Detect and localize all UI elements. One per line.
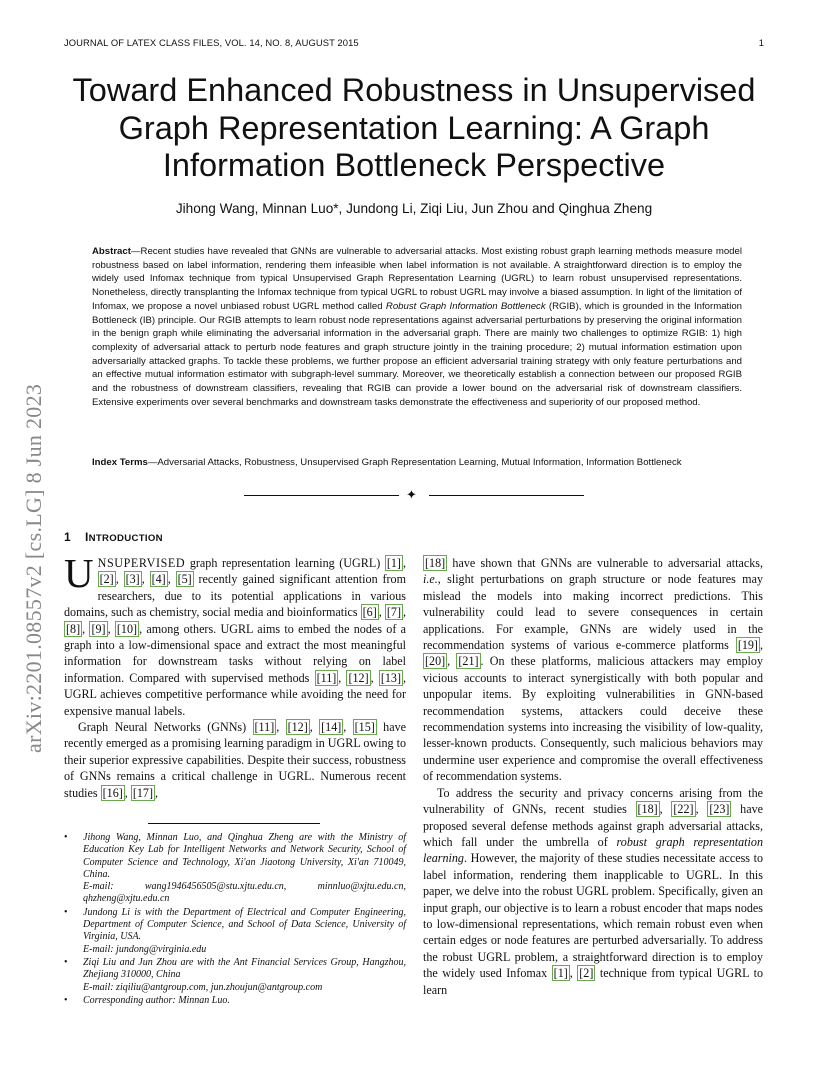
section-separator [244,488,584,502]
arxiv-watermark: arXiv:2201.08557v2 [cs.LG] 8 Jun 2023 [21,383,46,753]
separator-line-left [244,495,399,496]
citation-link[interactable]: [23] [709,802,730,817]
citation-link[interactable]: [1] [386,556,401,570]
bullet-icon: • [64,832,68,843]
section-heading [64,530,163,544]
citation-link[interactable]: [14] [321,720,342,735]
citation-link[interactable]: [8] [66,621,81,636]
citation-link[interactable]: [1] [553,966,568,981]
section-title-rest: NTRODUCTION [88,533,163,544]
footnote-text: Corresponding author: Minnan Luo. [83,994,230,1006]
abstract-text-1: —Recent studies have revealed that GNNs are vulnerable to adversarial attacks. Most existing robust graph learning methods measure model robustness based on label information, rendering them infeasible when label information is not available. A straightforward direction is to employ the widely used Infomax technique from typical Unsupervised Graph Representation Learning (UGRL) to learn robust unsupervised representations. Nonetheless, directly transplanting the Infomax technique from typical UGRL to robust UGRL may involve a biased assumption. In light of the limitation of Infomax, we propose a novel unbiased robust UGRL method called [92,246,742,312]
abstract-text-2: (RGIB), which is grounded in the Information Bottleneck (IB) principle. Our RGIB attempts to learn robust node representations against adversarial perturbations by preserving the original information in the benign graph while eliminating the adversarial information in the adversarial graph. There are mainly two challenges to optimize RGIB: 1) high complexity of adversarial attack to perturb node features and graph structure jointly in the training procedure; 2) mutual information estimation upon adversarially attacked graphs. To tackle these problems, we further propose an efficient adversarial training strategy with only feature perturbations and an effective mutual information estimator with subgraph-level summary. Moreover, we theoretically establish a connection between our proposed RGIB and the robustness of downstream classifiers, revealing that RGIB can provide a lower bound on the adversarial risk of downstream classifiers. Extensive experiments over several benchmarks and downstream tasks demonstrate the effectiveness and superiority of our proposed method. [92,300,742,408]
separator-line-right [429,495,584,496]
paper-title: Toward Enhanced Robustness in Unsupervised Graph Representation Learning: A Graph Information Bottleneck Perspective [72,72,756,183]
drop-cap: U [64,550,94,596]
paragraph-text: , UGRL achieves competitive performance while avoiding the need for expensive manual labels. [64,670,407,718]
citation-link[interactable]: [3] [125,572,140,587]
citation-link[interactable]: [2] [99,572,114,587]
citation-link[interactable]: [11] [254,720,275,735]
section-number: 1 [64,530,71,544]
citation-link[interactable]: [15] [354,720,375,735]
footnote-text: Jundong Li is with the Department of Electrical and Computer Engineering, Department of Computer Science, and School of Data Science, University of Virginia, USA. [83,906,406,943]
citation-link[interactable]: [18] [425,556,446,570]
footnote-email: E-mail: ziqiliu@antgroup.com, jun.zhoujun@antgroup.com [83,981,323,993]
citation-link[interactable]: [9] [91,621,106,636]
citation-link[interactable]: [18] [637,802,658,817]
footnote-text: Ziqi Liu and Jun Zhou are with the Ant Financial Services Group, Hangzhou, Zhejiang 310000, China [83,956,406,981]
paragraph-text: technique from typical UGRL to learn [423,966,763,997]
footnote-email: E-mail: wang1946456505@stu.xjtu.edu.cn, minnluo@xjtu.edu.cn, qhzheng@xjtu.edu.cn [83,881,406,905]
citation-link[interactable]: [12] [348,670,369,685]
citation-link[interactable]: [19] [737,638,758,653]
footnote-email: E-mail: jundong@virginia.edu [83,943,207,955]
footnote-rule [148,823,320,824]
author-list: Jihong Wang, Minnan Luo*, Jundong Li, Ziqi Liu, Jun Zhou and Qinghua Zheng [175,201,653,216]
citation-link[interactable]: [13] [380,670,401,685]
footnote-text: Jihong Wang, Minnan Luo, and Qinghua Zheng are with the Ministry of Education Key Lab for Intelligent Networks and Network Security, School of Computer Science and Technology, Xi'an Jiaotong University, Xi'an 710049, China. [83,832,406,880]
abstract [92,245,742,409]
paragraph-text: recently gained significant attention from researchers, due to its potential applications in various domains, such as chemistry, social media and bioinformatics [64,572,406,620]
citation-link[interactable]: [5] [177,572,192,587]
citation-link[interactable]: [7] [386,605,401,620]
footnote-item [64,995,406,1007]
section-title-initial: I [84,530,89,544]
paragraph-text: Graph Neural Networks (GNNs) [78,720,253,735]
paragraph-text: To address the security and privacy concerns arising from the vulnerability of GNNs, recent studies [423,785,763,817]
paragraph-text: , among others. UGRL aims to embed the nodes of a graph into a low-dimensional space and extract the most meaningful information for downstream tasks without relying on label information. Compared with supervised methods [64,621,407,685]
bullet-icon: • [64,906,68,918]
italic-abbreviation: i.e. [423,572,438,587]
italic-term: robust graph representation learning [423,834,764,866]
paragraph-text: . On these platforms, malicious attackers may employ vicious accounts to interact synergistically with both popular and unpopular items. By exploiting vulnerabilities in GNN-based recommendation systems, attackers could deceive these recommendation systems into increasing the visibility of low-quality, lesser-known products. Consequently, such malicious behaviors may undermine user experience and compromise the overall effectiveness of recommendation systems. [423,654,763,784]
citation-link[interactable]: [12] [287,720,308,735]
citation-link[interactable]: [20] [425,654,446,669]
paragraph-text: graph representation learning (UGRL) [185,556,385,570]
citation-link[interactable]: [4] [151,572,166,587]
running-header: JOURNAL OF LATEX CLASS FILES, VOL. 14, NO. 8, AUGUST 2015 [64,37,359,48]
separator-ornament-icon: ✦ [406,487,417,502]
citation-link[interactable]: [10] [116,621,138,636]
intro-paragraph-4: To address the security and privacy concerns arising from the vulnerability of GNNs, recent studies [18] , [22] , [23] have proposed several defense methods against graph adversarial attacks, which fall under the umbrella of robust graph representation learning. However, the majority of these studies necessitate access to label information, rendering them inapplicable to UGRL. In this paper, we delve into the robust UGRL problem. Specifically, given an input graph, our objective is to learn a robust encoder that maps nodes to low-dimensional representations, which remain robust even when certain edges or node features are perturbed adversarially. To address the robust UGRL problem, a straightforward direction is to employ the widely used Infomax [1] , [2] technique from typical UGRL to learn [423,785,764,997]
citation-link[interactable]: [21] [458,654,479,669]
affiliation-footnotes [64,832,406,1008]
citation-link[interactable]: [16] [102,785,123,800]
page-number: 1 [758,37,764,48]
bullet-icon: • [64,956,68,968]
intro-paragraph-2: Graph Neural Networks (GNNs) [11] , [12] , [14] , [15] have recently emerged as a promising learning paradigm in UGRL owing to their superior expressive capabilities. Despite their success, robustness of GNNs remains a critical challenge in UGRL. Numerous recent studies [16] , [17] , [64,720,406,800]
citation-link[interactable]: [17] [132,785,153,800]
citation-link[interactable]: [11] [316,670,337,685]
abstract-italic-method-name: Robust Graph Information Bottleneck [385,300,546,312]
paragraph-text: , slight perturbations on graph structure or node features may mislead the models into making incorrect predictions. This vulnerability could lead to severe consequences in certain applications. For example, GNNs are widely used in the recommendation systems of various e-commerce platforms [423,572,763,653]
bullet-icon: • [64,994,68,1006]
paragraph-text: have recently emerged as a promising learning paradigm in UGRL owing to their superior expressive capabilities. Despite their success, robustness of GNNs remains a critical challenge in UGRL. Numerous recent studies [64,720,406,800]
smallcaps-lead: NSUPERVISED [97,556,186,570]
citation-link[interactable]: [22] [673,802,694,817]
citation-link[interactable]: [6] [362,605,377,620]
footnote-item [64,907,406,956]
index-terms-label: Index Terms [92,457,148,468]
intro-paragraph-3: [18] have shown that GNNs are vulnerable to adversarial attacks, i.e., slight perturbations on graph structure or node features may mislead the models into making incorrect predictions. This vulnerability could lead to severe consequences in certain applications. For example, GNNs are widely used in the recommendation systems of various e-commerce platforms [19] , [20] , [21] . On these platforms, malicious attackers may employ vicious accounts to interact synergistically with both popular and unpopular items. By exploiting vulnerabilities in GNN-based recommendation systems, attackers could deceive these recommendation systems into increasing the visibility of low-quality, lesser-known products. Consequently, such malicious behaviors may undermine user experience and compromise the overall effectiveness of recommendation systems. [423,556,763,784]
paragraph-text: have shown that GNNs are vulnerable to adversarial attacks, [447,556,763,570]
left-column [64,550,407,801]
citation-link[interactable]: [2] [579,966,594,981]
footnote-item [64,957,406,994]
paragraph-text: . However, the majority of these studies necessitate access to label information, rendering them inapplicable to UGRL. In this paper, we delve into the robust UGRL problem. Specifically, given an input graph, our objective is to learn a robust encoder that maps nodes to low-dimensional representations, which remain robust even when certain edges or node features are perturbed adversarially. To address the robust UGRL problem, a straightforward direction is to employ the widely used Infomax [423,851,763,981]
footnote-item [64,832,406,906]
index-terms-text: —Adversarial Attacks, Robustness, Unsupervised Graph Representation Learning, Mutual Information, Information Bottleneck [147,457,682,468]
right-column [423,555,763,998]
intro-paragraph-1: UNSUPERVISED graph representation learning (UGRL) [1] , [2] , [3] , [4] , [5] recently gained significant attention from researchers, due to its potential applications in various domains, such as chemistry, social media and bioinformatics [6] , [7] , [8] , [9] , [10] , among others. UGRL aims to embed the nodes of a graph into a low-dimensional space and extract the most meaningful information for downstream tasks without relying on label information. Compared with supervised methods [11] , [12] , [13] , UGRL achieves competitive performance while avoiding the need for expensive manual labels. [64,550,407,718]
abstract-label: Abstract [92,246,131,257]
paragraph-text: have proposed several defense methods against graph adversarial attacks, which fall under the umbrella of [423,802,764,849]
index-terms [92,456,742,470]
